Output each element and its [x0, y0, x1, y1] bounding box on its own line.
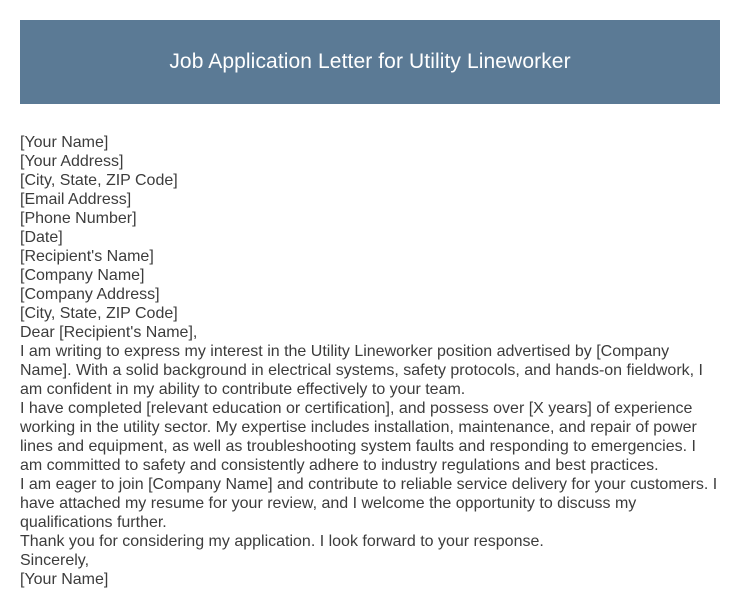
sender-email: [Email Address] — [20, 191, 132, 208]
paragraph-thanks: Thank you for considering my application. I look forward to your response. — [20, 533, 544, 550]
closing: Sincerely, — [20, 552, 90, 569]
title-banner — [20, 20, 720, 104]
sender-phone: [Phone Number] — [20, 210, 137, 227]
paragraph-experience: I have completed [relevant education or certification], and possess over [X years] of experience working in the utility sector. My expertise includes installation, maintenance, and repair of power lines and equipment, as well as troubleshooting system faults and responding to emergencies. I am committed to safety and consistently adhere to industry regulations and best practices. — [20, 400, 697, 474]
document-title: Job Application Letter for Utility Lineworker — [169, 50, 571, 73]
paragraph-interest: I am eager to join [Company Name] and contribute to reliable service delivery for your customers. I have attached my resume for your review, and I welcome the opportunity to discuss my qualifications further. — [20, 476, 718, 531]
recipient-company: [Company Name] — [20, 267, 145, 284]
sender-city-state-zip: [City, State, ZIP Code] — [20, 172, 178, 189]
salutation: Dear [Recipient's Name], — [20, 324, 198, 341]
recipient-address: [Company Address] — [20, 286, 160, 303]
signature: [Your Name] — [20, 571, 109, 588]
sender-name: [Your Name] — [20, 134, 109, 151]
paragraph-intro: I am writing to express my interest in the Utility Lineworker position advertised by [Company Name]. With a solid background in electrical systems, safety protocols, and hands-on fieldwork, I am confident in my ability to contribute effectively to your team. — [20, 343, 703, 398]
letter-date: [Date] — [20, 229, 63, 246]
sender-address: [Your Address] — [20, 153, 124, 170]
recipient-city-state-zip: [City, State, ZIP Code] — [20, 305, 178, 322]
letter-body — [20, 133, 720, 589]
recipient-name: [Recipient's Name] — [20, 248, 154, 265]
